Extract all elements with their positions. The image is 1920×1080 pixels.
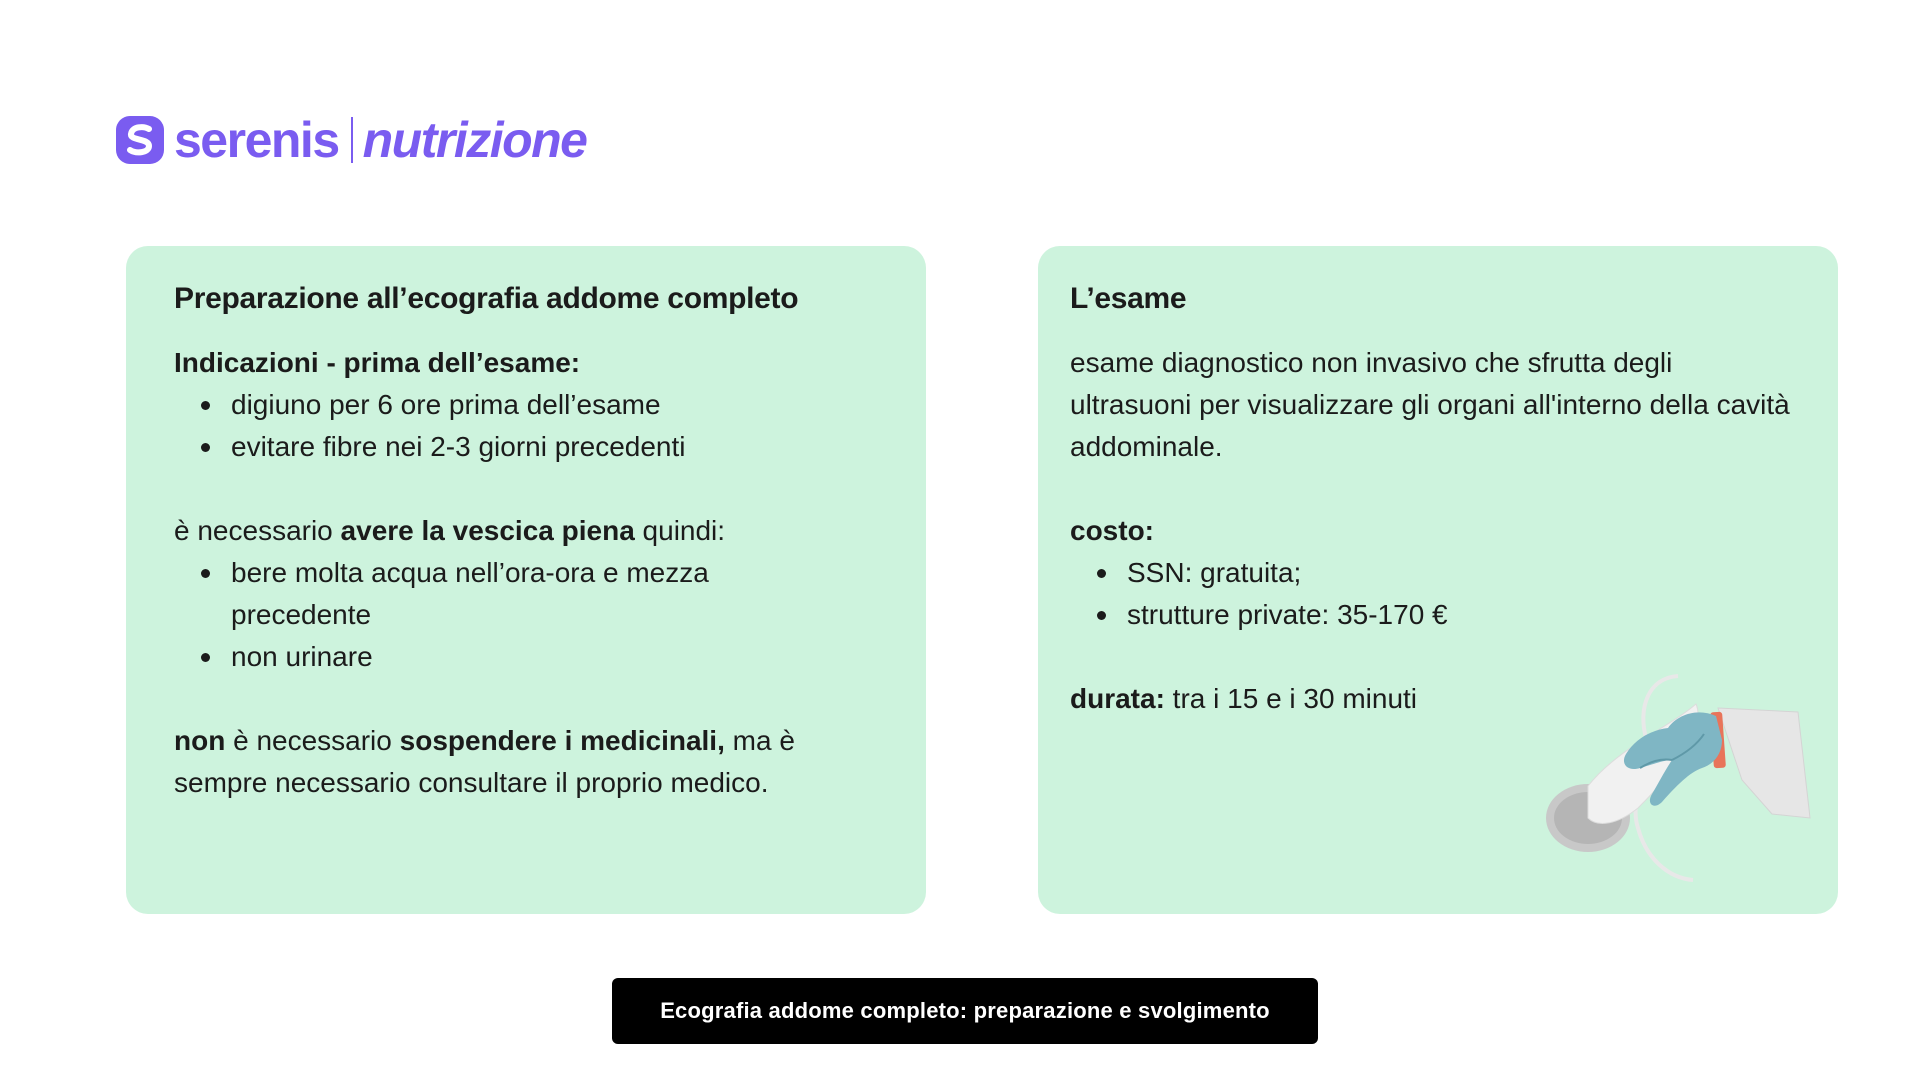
bladder-text-pre: è necessario (174, 515, 341, 546)
logo-divider (351, 117, 353, 163)
spacer (174, 678, 886, 720)
list-item: SSN: gratuita; (1127, 552, 1798, 594)
cost-heading: costo: (1070, 515, 1154, 546)
exam-card-title: L’esame (1070, 282, 1187, 315)
duration-value: tra i 15 e i 30 minuti (1164, 683, 1418, 714)
preparation-card-title: Preparazione all’ecografia addome completo (174, 282, 799, 315)
list-item: evitare fibre nei 2-3 giorni precedenti (231, 426, 886, 468)
spacer (1070, 468, 1798, 510)
medicines-text-2: ma è sempre necessario consultare il proprio medico. (174, 725, 795, 798)
list-item: strutture private: 35-170 € (1127, 594, 1798, 636)
preparation-card (126, 246, 926, 914)
bladder-paragraph (174, 510, 886, 552)
medicines-bold-suspend: sospendere i medicinali, (399, 725, 725, 756)
logo-section-text: nutrizione (362, 112, 587, 168)
caption-banner (612, 978, 1318, 1044)
before-exam-heading: Indicazioni - prima dell’esame: (174, 347, 581, 378)
bladder-list (174, 552, 801, 678)
spacer (174, 468, 886, 510)
logo-brand-text: serenis (174, 112, 339, 168)
before-exam-list (174, 384, 886, 468)
preparation-card-content (174, 278, 886, 804)
caption-text: Ecografia addome completo: preparazione e svolgimento (660, 998, 1270, 1023)
medicines-paragraph (174, 720, 854, 804)
duration-label: durata: (1070, 683, 1165, 714)
medicines-text-1: è necessario (225, 725, 400, 756)
brand-logo[interactable] (116, 112, 587, 168)
exam-description: esame diagnostico non invasivo che sfrutta degli ultrasuoni per visualizzare gli organi all'interno della cavità addominale. (1070, 347, 1790, 462)
list-item: bere molta acqua nell’ora-ora e mezza precedente (231, 552, 801, 636)
list-item: digiuno per 6 ore prima dell’esame (231, 384, 886, 426)
ultrasound-probe-hand-icon (1528, 668, 1818, 888)
list-item: non urinare (231, 636, 801, 678)
exam-card-content (1070, 278, 1798, 720)
cost-list (1070, 552, 1798, 636)
bladder-text-post: quindi: (634, 515, 726, 546)
medicines-bold-non: non (174, 725, 226, 756)
bladder-text-bold: avere la vescica piena (340, 515, 635, 546)
serenis-s-logo-icon (116, 116, 164, 164)
